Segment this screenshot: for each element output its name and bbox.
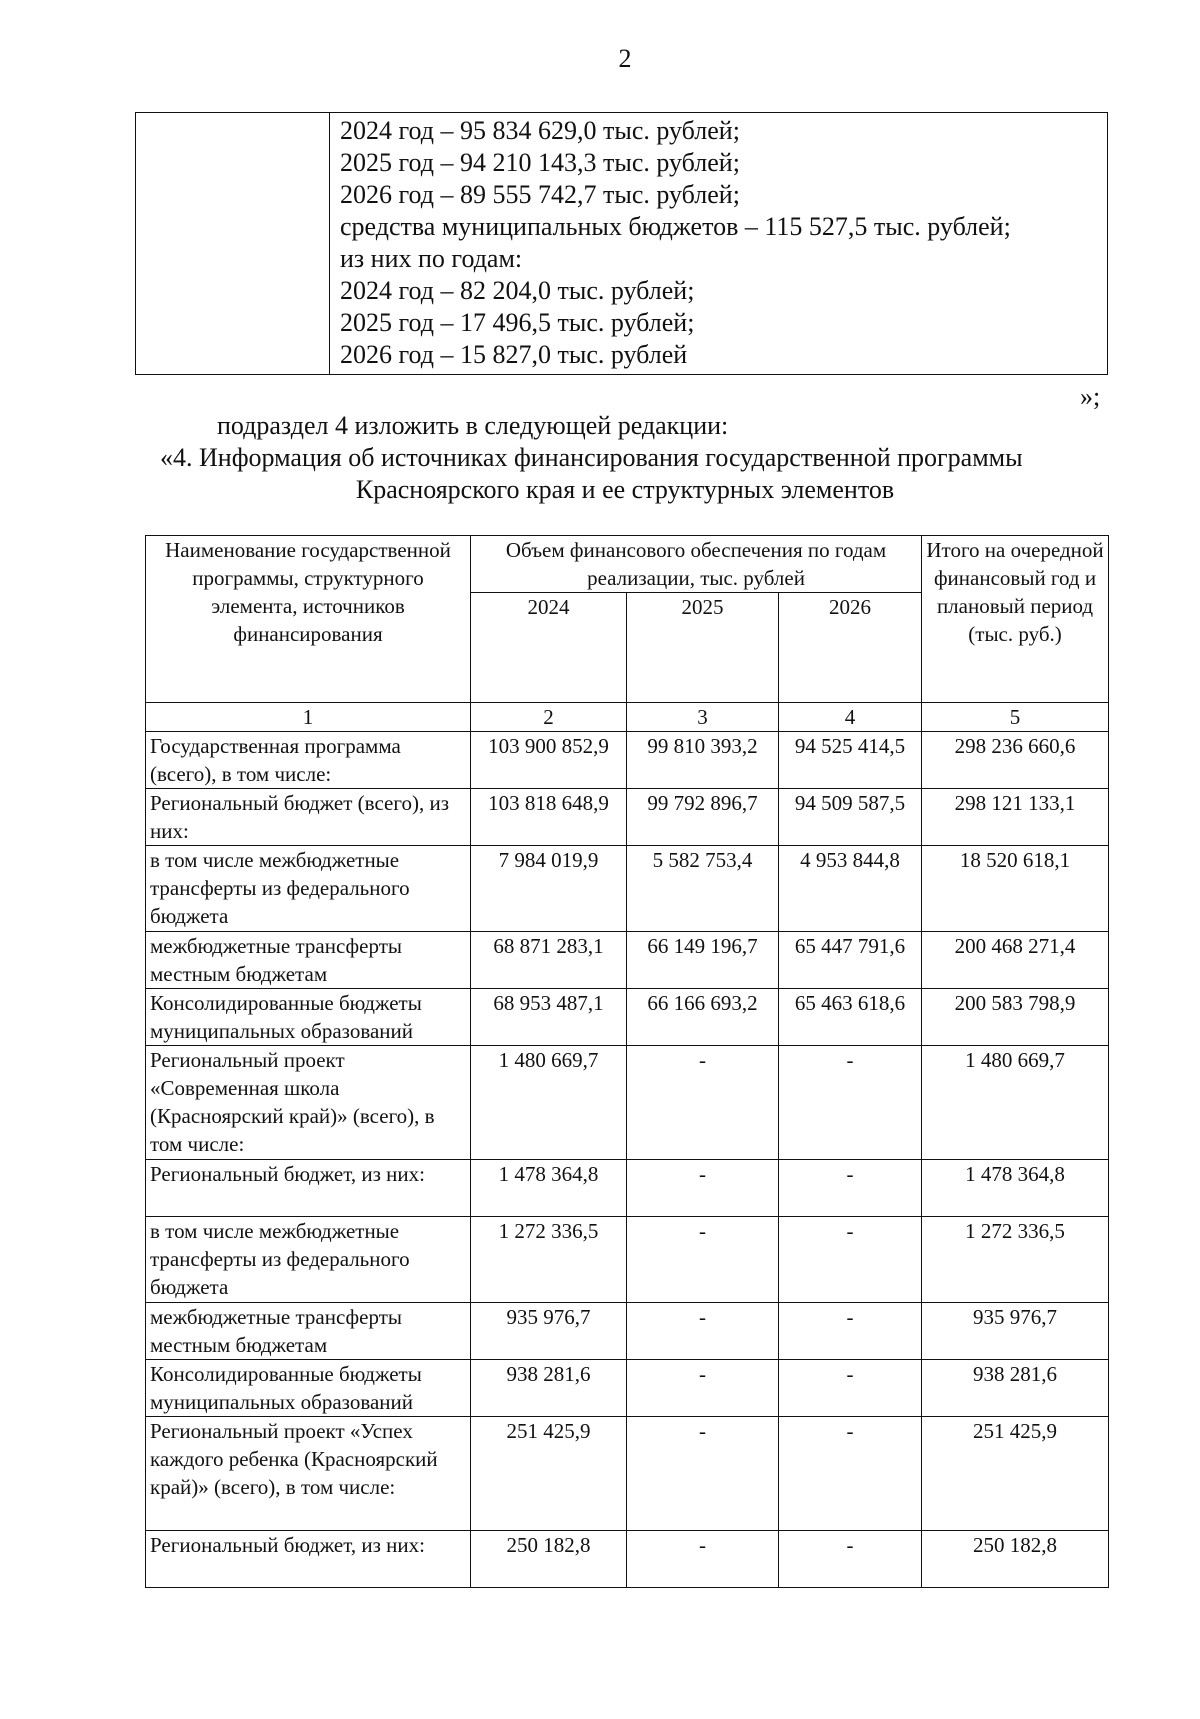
row-name: Региональный бюджет, из них: — [146, 1160, 471, 1217]
header-total-column: Итого на очередной финансовый год и плановый период (тыс. руб.) — [922, 536, 1109, 703]
row-name: Региональный бюджет (всего), из них: — [146, 789, 471, 846]
table-row — [146, 1531, 1109, 1588]
subsection-instruction: подраздел 4 изложить в следующей редакции: — [217, 411, 729, 440]
value-2024: 250 182,8 — [471, 1531, 627, 1588]
table-row — [146, 1303, 1109, 1360]
value-2026: 65 463 618,6 — [779, 989, 922, 1046]
header-volume-group: Объем финансового обеспечения по годам реализации, тыс. рублей — [471, 536, 922, 593]
section-heading-line2: Красноярского края и ее структурных элементов — [355, 475, 895, 504]
column-number: 5 — [922, 703, 1109, 732]
value-2026: - — [779, 1160, 922, 1217]
header-year-2024: 2024 — [471, 593, 627, 703]
value-2025: - — [627, 1303, 779, 1360]
header-year-2025: 2025 — [627, 593, 779, 703]
value-2025: 99 810 393,2 — [627, 732, 779, 789]
table-row — [146, 1160, 1109, 1217]
value-2024: 938 281,6 — [471, 1360, 627, 1417]
table-row — [146, 1360, 1109, 1417]
column-number: 4 — [779, 703, 922, 732]
row-name: Консолидированные бюджеты муниципальных образований — [146, 989, 471, 1046]
value-2025: 99 792 896,7 — [627, 789, 779, 846]
value-total: 200 468 271,4 — [922, 932, 1109, 989]
value-total: 938 281,6 — [922, 1360, 1109, 1417]
value-total: 935 976,7 — [922, 1303, 1109, 1360]
value-2025: - — [627, 1046, 779, 1160]
table-row — [146, 846, 1109, 932]
value-total: 18 520 618,1 — [922, 846, 1109, 932]
row-name: в том числе межбюджетные трансферты из федерального бюджета — [146, 846, 471, 932]
funding-line: 2025 год – 17 496,5 тыс. рублей; — [340, 308, 695, 337]
value-total: 1 478 364,8 — [922, 1160, 1109, 1217]
value-2025: - — [627, 1360, 779, 1417]
page-number: 2 — [618, 44, 632, 73]
value-total: 1 272 336,5 — [922, 1217, 1109, 1303]
row-name: Государственная программа (всего), в том числе: — [146, 732, 471, 789]
header-year-2026: 2026 — [779, 593, 922, 703]
value-total: 298 236 660,6 — [922, 732, 1109, 789]
funding-line: 2026 год – 89 555 742,7 тыс. рублей; — [340, 180, 740, 209]
funding-details-cell — [340, 115, 1099, 371]
value-total: 298 121 133,1 — [922, 789, 1109, 846]
row-name: межбюджетные трансферты местным бюджетам — [146, 932, 471, 989]
table-row — [146, 1417, 1109, 1531]
value-2026: - — [779, 1531, 922, 1588]
value-2026: - — [779, 1360, 922, 1417]
value-2026: - — [779, 1217, 922, 1303]
table-row — [146, 932, 1109, 989]
row-name: Консолидированные бюджеты муниципальных образований — [146, 1360, 471, 1417]
financing-sources-table — [145, 535, 1109, 1588]
table-row — [146, 789, 1109, 846]
funding-line: 2024 год – 82 204,0 тыс. рублей; — [340, 276, 695, 305]
column-number: 1 — [146, 703, 471, 732]
value-2024: 68 953 487,1 — [471, 989, 627, 1046]
table-row — [146, 732, 1109, 789]
value-2024: 251 425,9 — [471, 1417, 627, 1531]
column-number: 3 — [627, 703, 779, 732]
funding-line: средства муниципальных бюджетов – 115 527,5 тыс. рублей; — [340, 212, 1011, 241]
row-name: в том числе межбюджетные трансферты из федерального бюджета — [146, 1217, 471, 1303]
funding-line: 2024 год – 95 834 629,0 тыс. рублей; — [340, 116, 740, 145]
column-number: 2 — [471, 703, 627, 732]
value-2026: - — [779, 1417, 922, 1531]
value-2026: 94 525 414,5 — [779, 732, 922, 789]
value-total: 200 583 798,9 — [922, 989, 1109, 1046]
value-2024: 68 871 283,1 — [471, 932, 627, 989]
value-2025: 66 149 196,7 — [627, 932, 779, 989]
funding-line: 2025 год – 94 210 143,3 тыс. рублей; — [340, 148, 740, 177]
value-2026: - — [779, 1303, 922, 1360]
closing-quote-mark: »; — [1080, 382, 1101, 411]
empty-label-cell — [136, 113, 330, 374]
value-2025: - — [627, 1417, 779, 1531]
value-2025: - — [627, 1531, 779, 1588]
value-2024: 1 480 669,7 — [471, 1046, 627, 1160]
value-2024: 1 272 336,5 — [471, 1217, 627, 1303]
value-2025: 66 166 693,2 — [627, 989, 779, 1046]
header-name-column: Наименование государственной программы, структурного элемента, источников финансирования — [146, 536, 471, 703]
value-2025: 5 582 753,4 — [627, 846, 779, 932]
value-total: 251 425,9 — [922, 1417, 1109, 1531]
table-row — [146, 1217, 1109, 1303]
value-2026: 94 509 587,5 — [779, 789, 922, 846]
value-2025: - — [627, 1217, 779, 1303]
value-2024: 103 818 648,9 — [471, 789, 627, 846]
value-2024: 935 976,7 — [471, 1303, 627, 1360]
value-2025: - — [627, 1160, 779, 1217]
value-total: 250 182,8 — [922, 1531, 1109, 1588]
value-total: 1 480 669,7 — [922, 1046, 1109, 1160]
funding-line: 2026 год – 15 827,0 тыс. рублей — [340, 340, 688, 369]
value-2026: - — [779, 1046, 922, 1160]
section-heading-line1: «4. Информация об источниках финансирования государственной программы — [160, 443, 1023, 472]
value-2026: 4 953 844,8 — [779, 846, 922, 932]
row-name: Региональный бюджет, из них: — [146, 1531, 471, 1588]
table-row — [146, 1046, 1109, 1160]
table-row — [146, 989, 1109, 1046]
row-name: межбюджетные трансферты местным бюджетам — [146, 1303, 471, 1360]
value-2024: 1 478 364,8 — [471, 1160, 627, 1217]
row-name: Региональный проект «Современная школа (Красноярский край)» (всего), в том числе: — [146, 1046, 471, 1160]
row-name: Региональный проект «Успех каждого ребенка (Красноярский край)» (всего), в том числе: — [146, 1417, 471, 1531]
value-2024: 7 984 019,9 — [471, 846, 627, 932]
value-2026: 65 447 791,6 — [779, 932, 922, 989]
funding-continuation-table — [135, 112, 1108, 375]
value-2024: 103 900 852,9 — [471, 732, 627, 789]
funding-line: из них по годам: — [340, 244, 523, 273]
